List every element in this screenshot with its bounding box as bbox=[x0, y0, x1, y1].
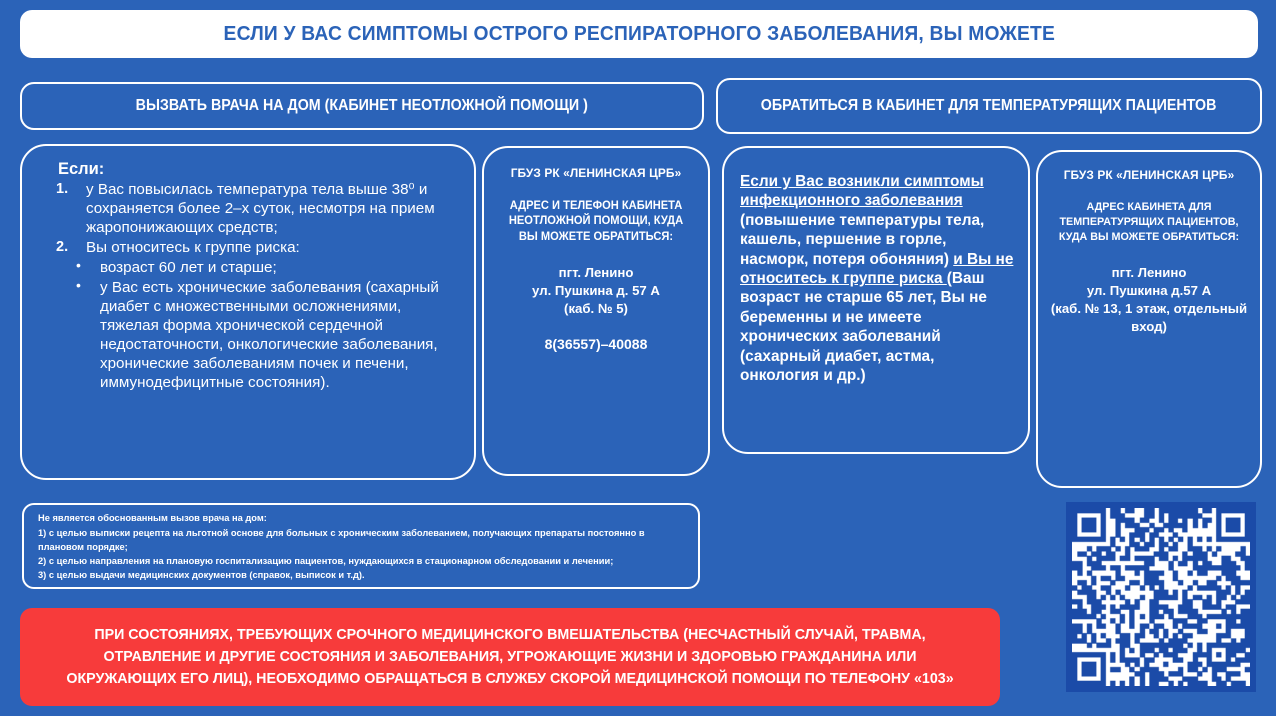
criteria-list bbox=[40, 181, 458, 257]
option-header-fever-room[interactable] bbox=[716, 78, 1262, 134]
qr-code-surface bbox=[1072, 508, 1250, 686]
panel-urgent-care-address bbox=[482, 146, 710, 476]
urgent-care-address-content bbox=[484, 148, 708, 352]
urgent-care-room: (каб. № 5) bbox=[564, 300, 628, 316]
urgent-care-settlement: пгт. Ленино bbox=[558, 264, 634, 280]
symptoms-risk-detail: (Ваш возраст не старше 65 лет, Вы не беременны и не имеете хронических заболеваний (сахарный диабет, астма, онкология и др.) bbox=[740, 270, 987, 385]
poster-title-bar bbox=[20, 10, 1258, 58]
symptoms-detail-list: (повышение температуры тела, кашель, першение в горле, насморк, потеря обоняния) bbox=[740, 211, 985, 268]
option-header-home-visit[interactable] bbox=[20, 82, 704, 130]
urgent-care-street: ул. Пушкина д. 57 А bbox=[532, 282, 660, 298]
option-header-fever-room-label: ОБРАТИТЬСЯ В КАБИНЕТ ДЛЯ ТЕМПЕРАТУРЯЩИХ ПАЦИЕНТОВ bbox=[761, 96, 1217, 114]
emergency-banner bbox=[20, 608, 1000, 706]
criteria-subitem: • возраст 60 лет и старше; bbox=[84, 258, 458, 277]
disclaimer-heading: Не является обоснованным вызов врача на дом: bbox=[38, 513, 267, 524]
disclaimer-item: 1) с целью выписки рецепта на льготной основе для больных с хроническим заболеванием, получающих препараты постоянно в плановом порядке; bbox=[38, 527, 645, 553]
urgent-care-address-label: АДРЕС И ТЕЛЕФОН КАБИНЕТА НЕОТЛОЖНОЙ ПОМОЩИ, КУДА ВЫ МОЖЕТЕ ОБРАТИТЬСЯ: bbox=[508, 199, 684, 243]
criteria-item: у Вас повысилась температура тела выше 38⁰ и сохраняется более 2–х суток, несмотря на прием жаропонижающих средств; bbox=[86, 181, 435, 236]
symptoms-condition-secondary: и Вы не относитесь к группе риска bbox=[740, 250, 1014, 288]
urgent-care-address-lines bbox=[494, 264, 698, 318]
criteria-content bbox=[22, 146, 474, 392]
fever-room-street: ул. Пушкина д.57 А bbox=[1086, 283, 1212, 299]
symptoms-content bbox=[724, 148, 1028, 385]
symptoms-condition-primary: Если у Вас возникли симптомы инфекционного заболевания bbox=[740, 173, 984, 210]
fever-room-org-name: ГБУЗ РК «ЛЕНИНСКАЯ ЦРБ» bbox=[1063, 168, 1235, 182]
criteria-title: Если: bbox=[58, 160, 105, 178]
panel-unjustified-home-visit bbox=[22, 503, 700, 589]
criteria-item: Вы относитесь к группе риска: bbox=[86, 238, 300, 256]
qr-code[interactable] bbox=[1066, 502, 1256, 692]
fever-room-room: (каб. № 13, 1 этаж, отдельный вход) bbox=[1050, 301, 1248, 335]
qr-code-canvas bbox=[1072, 508, 1250, 686]
criteria-sublist bbox=[40, 258, 458, 392]
urgent-care-org-name: ГБУЗ РК «ЛЕНИНСКАЯ ЦРБ» bbox=[510, 166, 682, 180]
criteria-subitem: • у Вас есть хронические заболевания (сахарный диабет с множественными осложнениями, тяжелая форма хронической сердечной недостаточности, онкологические заболевания, хронические заболеваниям почек и печени, иммунодефицитные состояния). bbox=[84, 278, 458, 392]
fever-room-address-lines bbox=[1048, 264, 1250, 336]
poster-title: ЕСЛИ У ВАС СИМПТОМЫ ОСТРОГО РЕСПИРАТОРНОГО ЗАБОЛЕВАНИЯ, ВЫ МОЖЕТЕ bbox=[223, 22, 1055, 45]
disclaimer-item: 2) с целью направления на плановую госпитализацию пациентов, нуждающихся в стационарном обследовании и лечении; bbox=[38, 555, 614, 567]
panel-fever-room-address bbox=[1036, 150, 1262, 488]
fever-room-address-label: АДРЕС КАБИНЕТА ДЛЯ ТЕМПЕРАТУРЯЩИХ ПАЦИЕНТОВ, КУДА ВЫ МОЖЕТЕ ОБРАТИТЬСЯ: bbox=[1058, 201, 1240, 243]
panel-fever-room-symptoms bbox=[722, 146, 1030, 454]
urgent-care-phone[interactable]: 8(36557)–40088 bbox=[544, 335, 648, 352]
emergency-banner-text: ПРИ СОСТОЯНИЯХ, ТРЕБУЮЩИХ СРОЧНОГО МЕДИЦИНСКОГО ВМЕШАТЕЛЬСТВА (НЕСЧАСТНЫЙ СЛУЧАЙ, ТРАВМА, ОТРАВЛЕНИЕ И ДРУГИЕ СОСТОЯНИЯ И ЗАБОЛЕВАНИЯ, УГРОЖАЮЩИЕ ЖИЗНИ И ЗДОРОВЬЮ ГРАЖДАНИНА ИЛИ ОКРУЖАЮЩИХ ЕГО ЛИЦ), НЕОБХОДИМО ОБРАЩАТЬСЯ В СЛУЖБУ СКОРОЙ МЕДИЦИНСКОЙ ПОМОЩИ ПО ТЕЛЕФОНУ «103» bbox=[66, 625, 954, 688]
fever-room-address-content bbox=[1038, 152, 1260, 336]
fever-room-settlement: пгт. Ленино bbox=[1111, 265, 1187, 281]
option-header-home-visit-label: ВЫЗВАТЬ ВРАЧА НА ДОМ (КАБИНЕТ НЕОТЛОЖНОЙ ПОМОЩИ ) bbox=[135, 96, 589, 114]
panel-home-visit-criteria bbox=[20, 144, 476, 480]
disclaimer-item: 3) с целью выдачи медицинских документов (справок, выписок и т.д). bbox=[38, 569, 365, 581]
